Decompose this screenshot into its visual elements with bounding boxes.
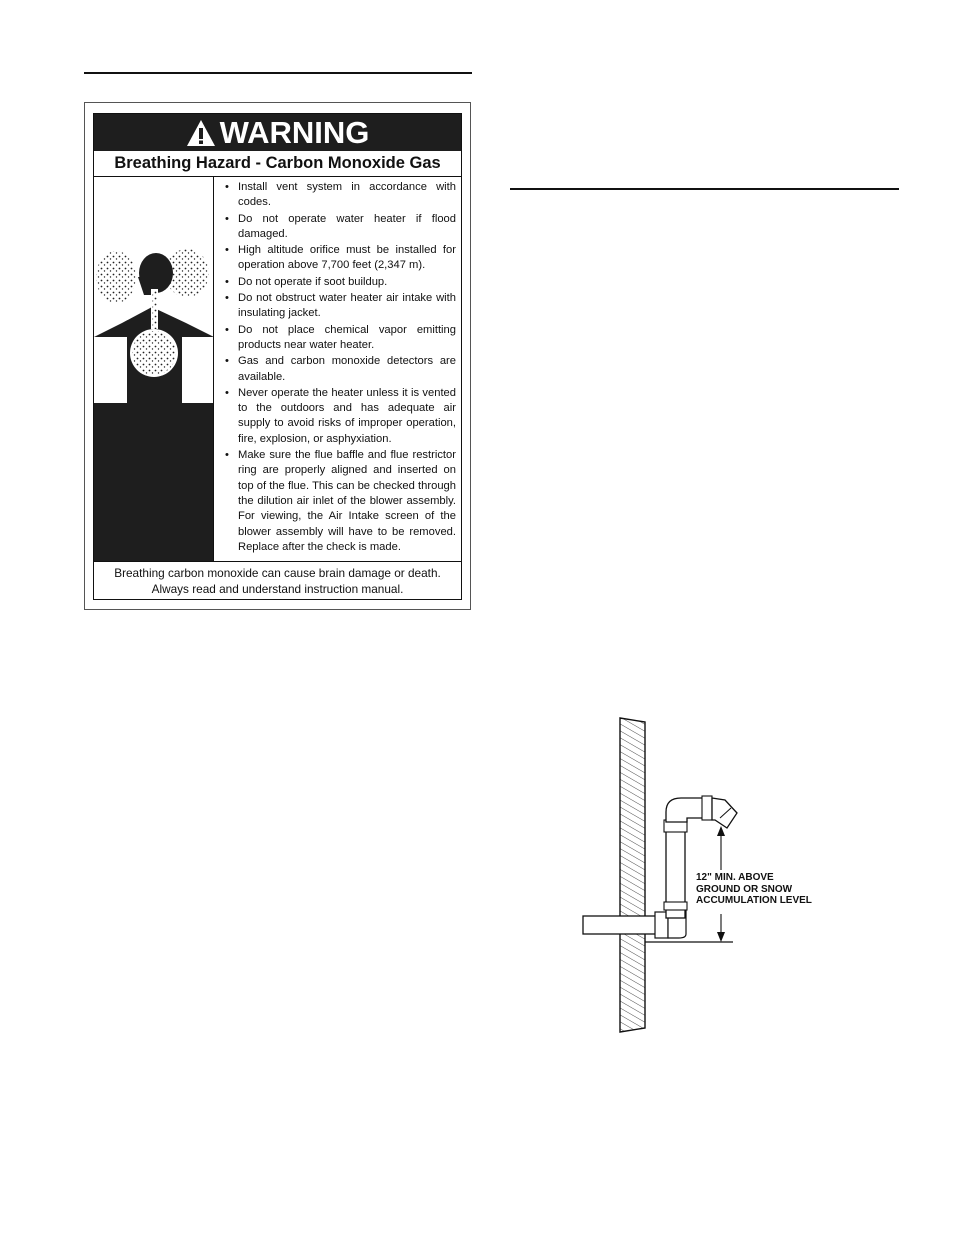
warning-bullet: • Do not operate if soot buildup. [216,275,456,290]
warning-bullet: • Do not obstruct water heater air intake with insulating jacket. [216,291,456,322]
wall [620,718,645,1032]
warning-label-frame [93,113,462,600]
signal-word: WARNING [219,115,370,150]
warning-bullet: • Install vent system in accordance with codes. [216,180,456,211]
footer-line: Breathing carbon monoxide can cause brain damage or death. [114,566,441,580]
section-rule-right [510,188,899,190]
hazard-title: Breathing Hazard - Carbon Monoxide Gas [94,151,461,177]
vent-clearance-note [696,872,846,907]
carbon-monoxide-pictogram [94,177,214,561]
warning-footer [94,561,461,601]
warning-bullet: • High altitude orifice must be installed for operation above 7,700 feet (2,347 m). [216,243,456,274]
section-rule-left [84,72,472,74]
note-line: ACCUMULATION LEVEL [696,895,812,906]
note-line: 12" MIN. ABOVE [696,872,774,883]
warning-bullet-list [216,179,456,561]
warning-label [84,102,471,610]
warning-bullet: • Gas and carbon monoxide detectors are available. [216,354,456,385]
note-line: GROUND OR SNOW [696,883,793,895]
warning-bullet: • Do not operate water heater if flood damaged. [216,212,456,243]
warning-triangle-icon [186,119,216,147]
warning-header [94,114,461,151]
footer-line: Always read and understand instruction manual. [151,582,404,596]
breathing-hazard-icon [94,177,214,561]
vent-termination-elbow [712,798,737,828]
warning-bullet: • Make sure the flue baffle and flue restrictor ring are properly aligned and inserted on top of the flue. This can be checked through the dilution air inlet of the blower assembly. For viewing, the Air Intake screen of the blower assembly will have to be removed. Replace after the check is made. [216,448,456,555]
horizontal-vent-pipe [583,916,665,934]
warning-bullet: • Never operate the heater unless it is vented to the outdoors and has adequate air supply to avoid risks of improper operation, fire, explosion, or asphyxiation. [216,386,456,447]
warning-bullet: • Do not place chemical vapor emitting products near water heater. [216,323,456,354]
